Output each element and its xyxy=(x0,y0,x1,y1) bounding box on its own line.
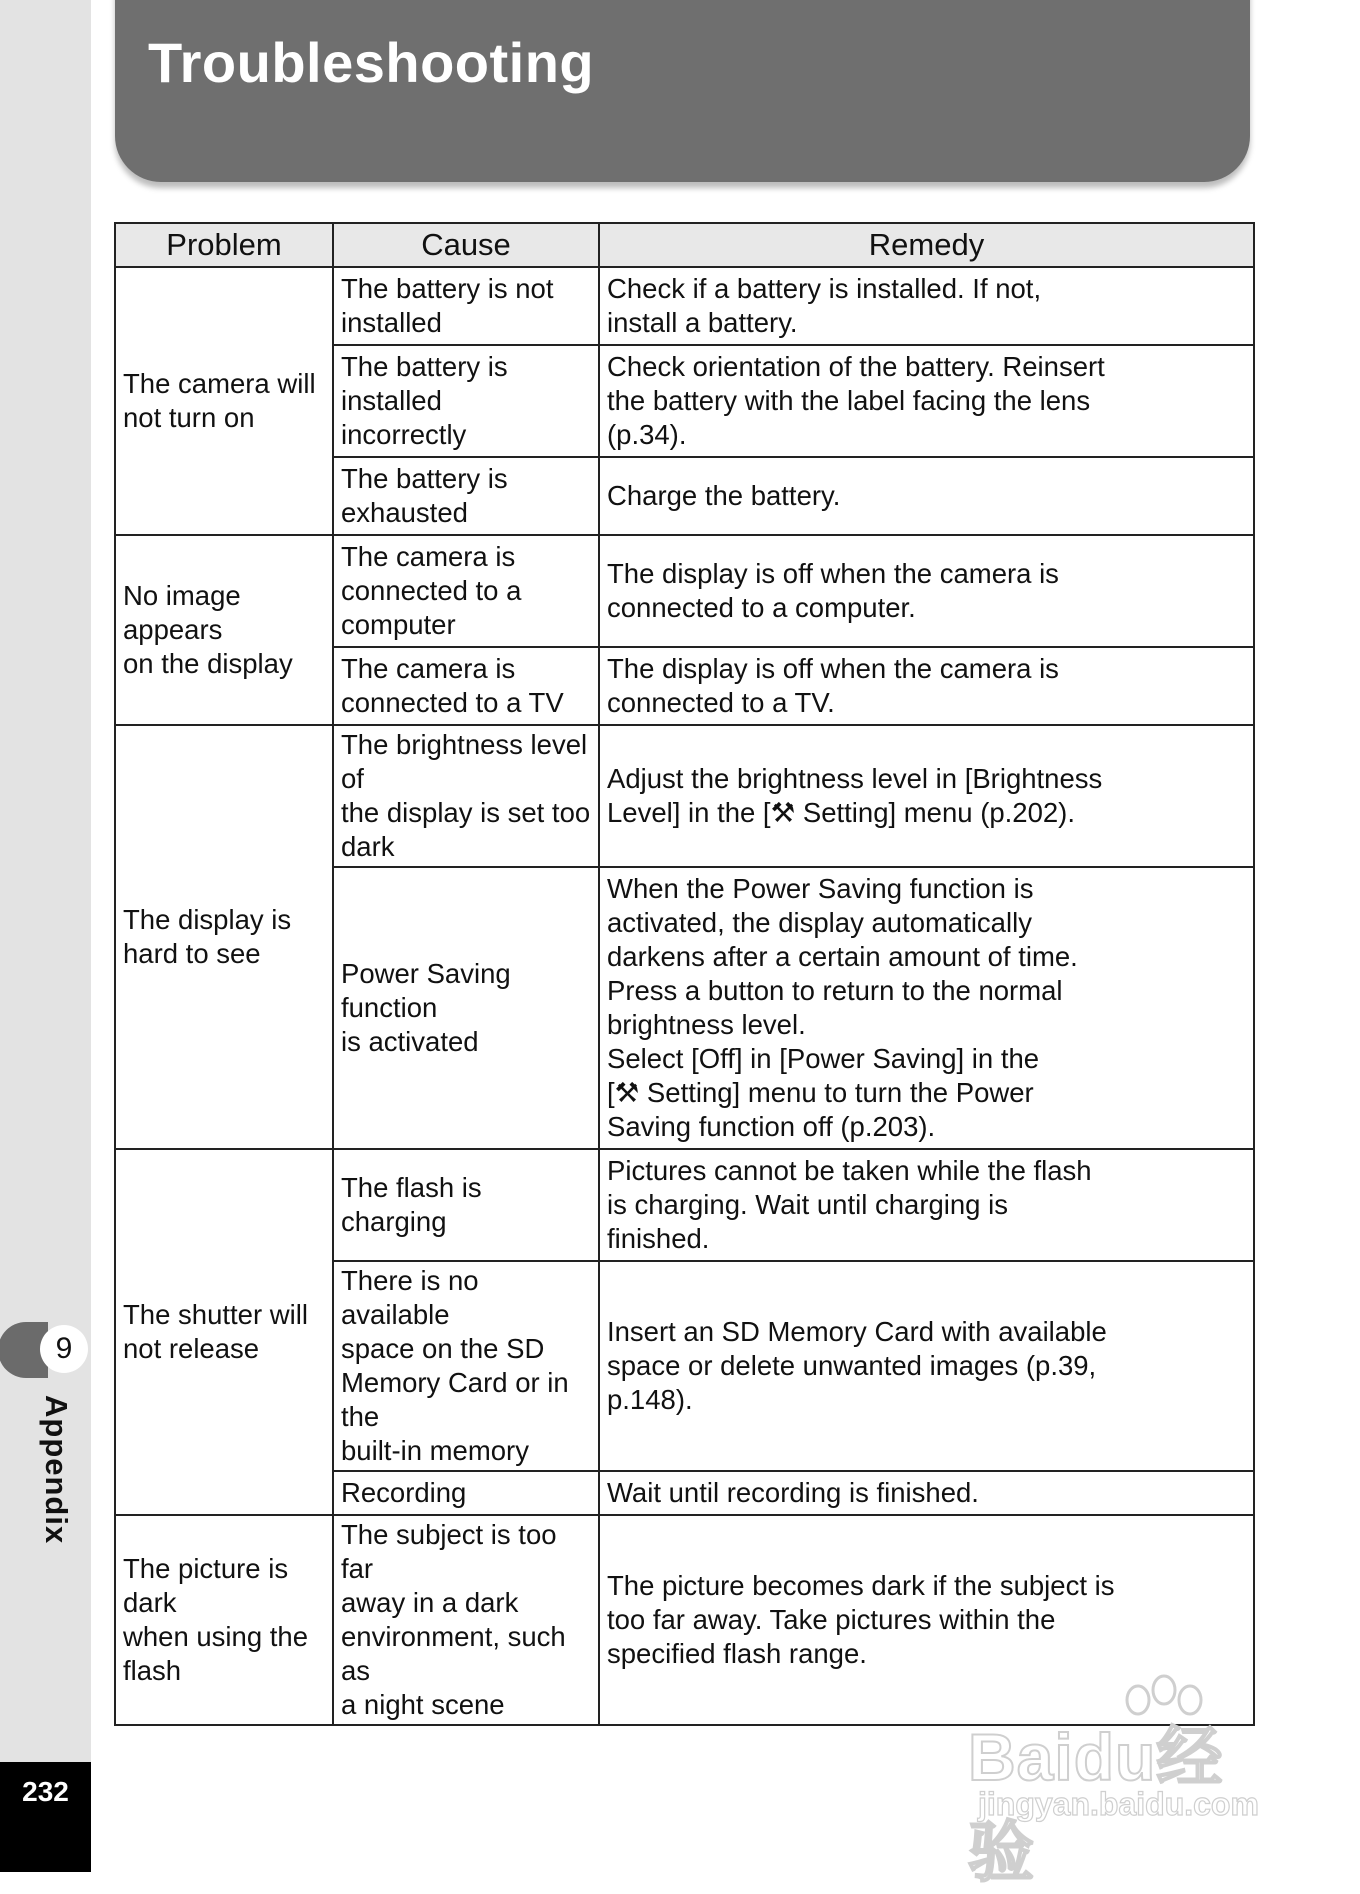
problem-cell: The shutter will not release xyxy=(115,1149,333,1515)
remedy-cell: Insert an SD Memory Card with available space or delete unwanted images (p.39, p.148). xyxy=(599,1261,1254,1471)
watermark-main: Baidu经验 xyxy=(968,1720,1224,1889)
baidu-watermark xyxy=(968,1670,1288,1889)
table-row xyxy=(115,1149,1254,1261)
header-problem: Problem xyxy=(115,223,333,267)
cause-cell: The battery is exhausted xyxy=(333,457,599,535)
header-remedy: Remedy xyxy=(599,223,1254,267)
cause-cell: Power Saving function is activated xyxy=(333,867,599,1149)
cause-cell: The battery is installed incorrectly xyxy=(333,345,599,457)
cause-cell: Recording xyxy=(333,1471,599,1515)
chapter-label: Appendix xyxy=(39,1395,74,1545)
problem-cell: The picture is dark when using the flash xyxy=(115,1515,333,1725)
page-title: Troubleshooting xyxy=(148,31,595,94)
table-row xyxy=(115,267,1254,345)
problem-cell: No image appears on the display xyxy=(115,535,333,725)
table-row xyxy=(115,725,1254,867)
remedy-cell: The picture becomes dark if the subject is too far away. Take pictures within the specified flash range. xyxy=(599,1515,1254,1725)
cause-cell: There is no available space on the SD Memory Card or in the built-in memory xyxy=(333,1261,599,1471)
cause-cell: The camera is connected to a TV xyxy=(333,647,599,725)
problem-cell: The camera will not turn on xyxy=(115,267,333,535)
remedy-cell: Pictures cannot be taken while the flash is charging. Wait until charging is finished. xyxy=(599,1149,1254,1261)
remedy-cell: Adjust the brightness level in [Brightness Level] in the [⚒ Setting] menu (p.202). xyxy=(599,725,1254,867)
remedy-cell: The display is off when the camera is connected to a computer. xyxy=(599,535,1254,647)
cause-cell: The brightness level of the display is set too dark xyxy=(333,725,599,867)
remedy-cell: The display is off when the camera is connected to a TV. xyxy=(599,647,1254,725)
header-cause: Cause xyxy=(333,223,599,267)
troubleshooting-table xyxy=(114,222,1255,1726)
cause-cell: The subject is too far away in a dark environment, such as a night scene xyxy=(333,1515,599,1725)
watermark-url: jingyan.baidu.com xyxy=(978,1786,1259,1822)
remedy-cell: Wait until recording is finished. xyxy=(599,1471,1254,1515)
table-row xyxy=(115,535,1254,647)
remedy-cell: Check if a battery is installed. If not, install a battery. xyxy=(599,267,1254,345)
remedy-cell: Charge the battery. xyxy=(599,457,1254,535)
table-header-row xyxy=(115,223,1254,267)
cause-cell: The camera is connected to a computer xyxy=(333,535,599,647)
problem-cell: The display is hard to see xyxy=(115,725,333,1149)
cause-cell: The battery is not installed xyxy=(333,267,599,345)
page-number: 232 xyxy=(22,1776,69,1807)
remedy-cell: Check orientation of the battery. Reinsert the battery with the label facing the lens (p.34). xyxy=(599,345,1254,457)
remedy-cell: When the Power Saving function is activated, the display automatically darkens after a certain amount of time. Press a button to return to the normal brightness level. Select [Off] in [Power Saving] in the [⚒ Setting] menu to turn the Power Saving function off (p.203). xyxy=(599,867,1254,1149)
cause-cell: The flash is charging xyxy=(333,1149,599,1261)
chapter-number: 9 xyxy=(40,1325,88,1373)
